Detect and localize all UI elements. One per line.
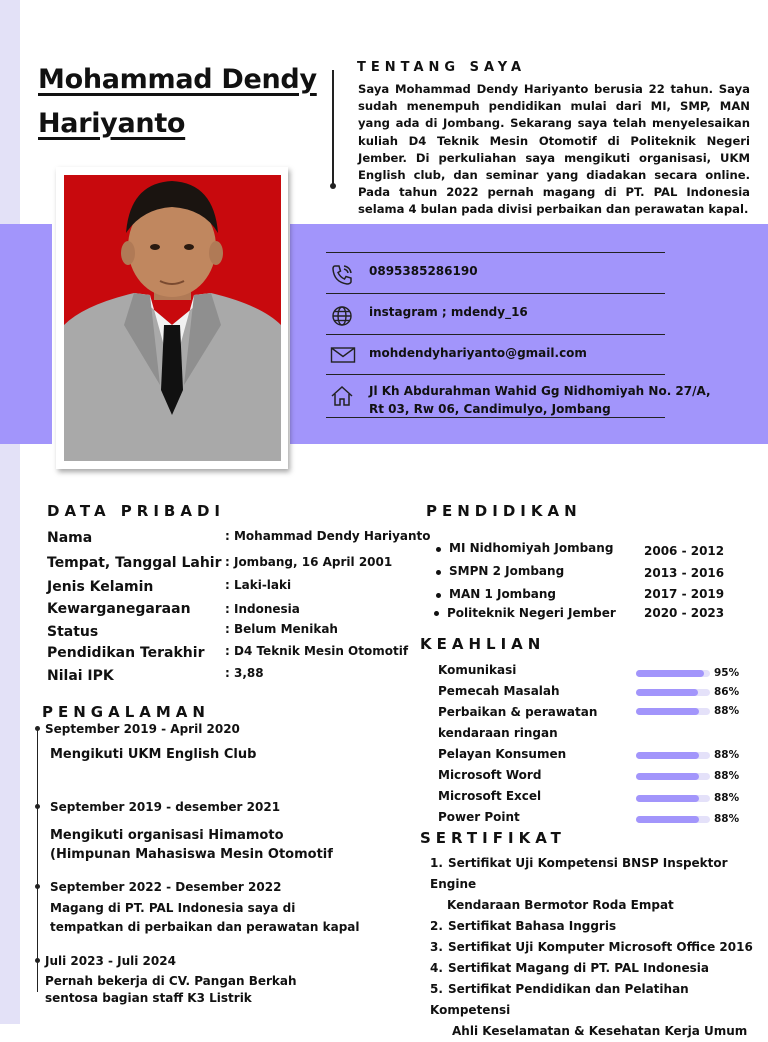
certificate-number: 1. [430, 856, 443, 870]
address-line-2: Rt 03, Rw 06, Candimulyo, Jombang [369, 402, 611, 416]
personal-label: Pendidikan Terakhir [47, 645, 205, 661]
experience-date: September 2019 - desember 2021 [50, 800, 281, 814]
experience-description: Mengikuti UKM English Club [50, 747, 257, 762]
education-years: 2013 - 2016 [644, 566, 725, 580]
skill-bar [636, 708, 710, 715]
personal-label: Kewarganegaraan [47, 601, 191, 617]
education-bullet [436, 547, 441, 552]
contact-divider [326, 417, 665, 418]
skill-name-continued: kendaraan ringan [438, 726, 558, 740]
certificate-text: Sertifikat Uji Kompetensi BNSP Inspektor Engine [430, 856, 728, 891]
certificate-item [430, 937, 760, 958]
about-text: Saya Mohammad Dendy Hariyanto berusia 22 tahun. Saya sudah menempuh pendidikan mulai dari MI, SMP, MAN yang ada di Jombang. Sekarang saya telah menyelesaikan kuliah D4 Teknik Mesin Otomotif di Politeknik Negeri Jember. Di perkuliahan saya mengikuti organisasi, UKM English club, dan seminar yang diadakan secara online. Pada tahun 2022 pernah magang di PT. PAL Indonesia selama 4 bulan pada divisi perbaikan dan perawatan kapal. [358, 82, 750, 217]
personal-value: : 3,88 [225, 666, 264, 680]
certificate-number: 2. [430, 919, 443, 933]
personal-value: : D4 Teknik Mesin Otomotif [225, 644, 409, 658]
certificate-item [430, 853, 760, 895]
skill-bar [636, 689, 710, 696]
skill-name: Power Point [438, 810, 520, 824]
personal-value: : Jombang, 16 April 2001 [225, 555, 393, 569]
name-line-2: Hariyanto [38, 108, 186, 139]
skill-bar [636, 752, 710, 759]
instagram-handle[interactable]: instagram ; mdendy_16 [369, 305, 528, 319]
personal-value: : Laki-laki [225, 578, 292, 592]
personal-label: Nilai IPK [47, 668, 114, 684]
certificate-number: 3. [430, 940, 443, 954]
home-icon [330, 384, 354, 408]
skill-bar-fill [636, 708, 699, 715]
certificate-number: 5. [430, 982, 443, 996]
skill-bar [636, 816, 710, 823]
timeline-dot [35, 884, 40, 889]
certificate-item [430, 979, 760, 1021]
skill-name: Microsoft Excel [438, 789, 542, 803]
personal-label: Jenis Kelamin [47, 579, 154, 595]
education-school: Politeknik Negeri Jember [447, 606, 616, 620]
contact-divider [326, 374, 665, 375]
certificate-text-continued: Ahli Keselamatan & Kesehatan Kerja Umum [452, 1024, 748, 1038]
education-bullet [436, 570, 441, 575]
experience-description: Mengikuti organisasi Himamoto (Himpunan Mahasiswa Mesin Otomotif [50, 828, 333, 862]
skill-percent: 88% [714, 792, 740, 804]
skills-title: KEAHLIAN [420, 635, 546, 653]
profile-photo-illustration [64, 175, 281, 461]
experience-timeline [37, 728, 38, 992]
experience-date: Juli 2023 - Juli 2024 [45, 954, 176, 968]
skill-bar-fill [636, 670, 704, 677]
skill-bar [636, 773, 710, 780]
timeline-dot [35, 726, 40, 731]
education-title: PENDIDIKAN [426, 502, 582, 520]
certificate-text: Sertifikat Magang di PT. PAL Indonesia [448, 961, 709, 975]
certificate-item [430, 916, 760, 937]
education-years: 2006 - 2012 [644, 544, 725, 558]
skill-bar [636, 670, 710, 677]
left-decorative-strip [0, 0, 20, 1024]
skill-bar-fill [636, 773, 699, 780]
certificate-text: Sertifikat Uji Komputer Microsoft Office 2016 [448, 940, 753, 954]
skill-name: Microsoft Word [438, 768, 542, 782]
skill-bar [636, 795, 710, 802]
contact-divider [326, 334, 665, 335]
skill-bar-fill [636, 752, 699, 759]
certificate-number: 4. [430, 961, 443, 975]
timeline-dot [35, 804, 40, 809]
name-line-1: Mohammad Dendy [38, 64, 317, 95]
skill-bar-fill [636, 795, 699, 802]
experience-description: Pernah bekerja di CV. Pangan Berkah sentosa bagian staff K3 Listrik [45, 974, 297, 1005]
mail-icon [330, 343, 354, 367]
about-divider-dot [330, 183, 336, 189]
certificate-list [430, 853, 760, 1042]
skill-percent: 88% [714, 813, 740, 825]
about-title: TENTANG SAYA [357, 60, 527, 75]
contact-divider [326, 252, 665, 253]
personal-value: : Indonesia [225, 602, 300, 616]
timeline-dot [35, 958, 40, 963]
profile-photo [64, 175, 281, 461]
phone-number[interactable]: 0895385286190 [369, 264, 478, 278]
education-school: MAN 1 Jombang [449, 587, 557, 601]
education-school: MI Nidhomiyah Jombang [449, 541, 614, 555]
experience-date: September 2022 - Desember 2022 [50, 880, 282, 894]
skill-name: Pemecah Masalah [438, 684, 560, 698]
personal-label: Status [47, 624, 99, 640]
experience-date: September 2019 - April 2020 [45, 722, 240, 736]
personal-value: : Belum Menikah [225, 622, 338, 636]
skill-name: Komunikasi [438, 663, 517, 677]
globe-icon [330, 304, 354, 328]
skill-percent: 95% [714, 667, 740, 679]
accent-band-left [0, 224, 52, 444]
skill-percent: 88% [714, 705, 740, 717]
certificates-title: SERTIFIKAT [420, 829, 566, 847]
personal-data-title: DATA PRIBADI [47, 502, 225, 520]
address-line-1: Jl Kh Abdurahman Wahid Gg Nidhomiyah No. 27/A, [369, 384, 711, 398]
experience-title: PENGALAMAN [42, 703, 210, 721]
home-address [369, 382, 711, 418]
personal-label: Tempat, Tanggal Lahir [47, 555, 222, 571]
email-address[interactable]: mohdendyhariyanto@gmail.com [369, 346, 587, 360]
personal-value: : Mohammad Dendy Hariyanto [225, 529, 431, 543]
skill-bar-fill [636, 689, 698, 696]
candidate-name [38, 58, 317, 146]
skill-percent: 86% [714, 686, 740, 698]
skill-bar-fill [636, 816, 699, 823]
education-bullet [434, 611, 439, 616]
skill-percent: 88% [714, 749, 740, 761]
skill-name: Perbaikan & perawatan [438, 705, 598, 719]
experience-description: Magang di PT. PAL Indonesia saya di tempatkan di perbaikan dan perawatan kapal [50, 901, 360, 934]
contact-divider [326, 293, 665, 294]
certificate-text: Sertifikat Bahasa Inggris [448, 919, 617, 933]
certificate-item [430, 958, 760, 979]
education-years: 2017 - 2019 [644, 587, 725, 601]
personal-label: Nama [47, 530, 93, 546]
phone-icon [330, 263, 354, 287]
education-school: SMPN 2 Jombang [449, 564, 565, 578]
education-bullet [436, 593, 441, 598]
certificate-text: Sertifikat Pendidikan dan Pelatihan Kompetensi [430, 982, 689, 1017]
certificate-text-continued: Kendaraan Bermotor Roda Empat [447, 898, 674, 912]
about-divider [332, 70, 334, 188]
skill-percent: 88% [714, 770, 740, 782]
skill-name: Pelayan Konsumen [438, 747, 567, 761]
education-years: 2020 - 2023 [644, 606, 725, 620]
